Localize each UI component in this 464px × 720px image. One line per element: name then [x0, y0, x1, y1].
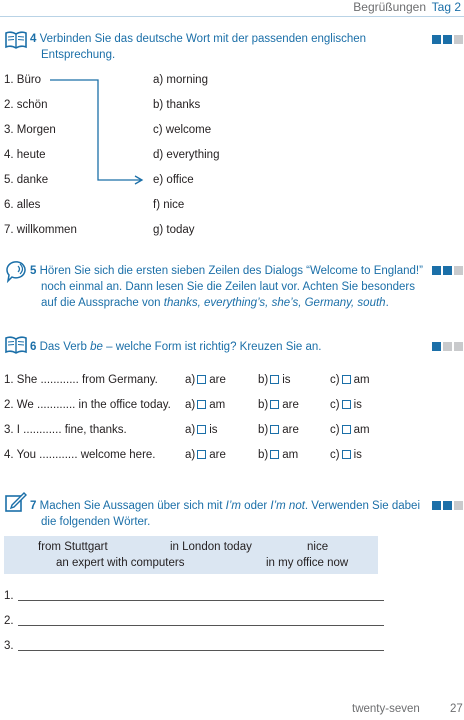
task5-line2: noch einmal an. Dann lesen Sie die Zeilen laut vor. Achten Sie besonders — [41, 281, 415, 293]
word-bank-item: nice — [307, 541, 329, 553]
option-letter: a) — [185, 449, 196, 461]
task6-sentence-1: 1. She ............ from Germany. — [4, 374, 158, 386]
task4-left-6: 6. alles — [4, 199, 41, 211]
option-text: am — [209, 399, 226, 411]
difficulty-square — [432, 342, 441, 351]
answer-checkbox[interactable] — [197, 450, 206, 459]
task7-l1-mid: oder — [240, 500, 271, 512]
task6-sentence-2: 2. We ............ in the office today. — [4, 399, 171, 411]
task7-line2: die folgenden Wörter. — [41, 516, 151, 528]
pencil-icon — [4, 490, 28, 519]
task6-option-a — [185, 373, 226, 387]
task6-option-c — [330, 423, 370, 437]
word-bank-item: in my office now — [266, 557, 349, 569]
option-text: are — [282, 399, 299, 411]
word-bank-item: in London today — [170, 541, 252, 553]
task6-sentence-4: 4. You ............ welcome here. — [4, 449, 156, 461]
option-text: is — [282, 374, 291, 386]
answer-line-2[interactable] — [18, 625, 384, 626]
task5-line1: Hören Sie sich die ersten sieben Zeilen des Dialogs “Welcome to England!” — [39, 265, 423, 277]
task5-line3-pre: auf die Aussprache von — [41, 297, 164, 309]
book-icon — [4, 335, 28, 360]
task5-number: 5 — [30, 265, 37, 277]
task4-left-3: 3. Morgen — [4, 124, 56, 136]
difficulty-square — [454, 342, 463, 351]
task4-left-4: 4. heute — [4, 149, 46, 161]
difficulty-square — [443, 501, 452, 510]
option-text: are — [282, 424, 299, 436]
task6-verb: be — [90, 341, 103, 353]
task6-option-b — [258, 398, 299, 412]
option-text: is — [353, 449, 362, 461]
task7-number: 7 — [30, 500, 37, 512]
word-bank-item: from Stuttgart — [38, 541, 108, 553]
option-letter: b) — [258, 449, 269, 461]
answer-line-number: 2. — [4, 615, 14, 627]
option-text: are — [209, 374, 226, 386]
task6-instruction — [30, 339, 322, 355]
task7-im: I’m — [225, 500, 241, 512]
task4-line2: Entsprechung. — [41, 49, 116, 61]
task4-left-2: 2. schön — [4, 99, 48, 111]
task5-line3-words: thanks, everything’s, she’s, Germany, south — [163, 297, 386, 309]
option-text: am — [353, 424, 370, 436]
difficulty-square — [432, 501, 441, 510]
difficulty-square — [454, 501, 463, 510]
task4-right-g: g) today — [153, 224, 195, 236]
task6-number: 6 — [30, 341, 37, 353]
task6-option-c — [330, 398, 362, 412]
option-text: is — [209, 424, 218, 436]
option-letter: a) — [185, 424, 196, 436]
option-text: am — [353, 374, 370, 386]
answer-checkbox[interactable] — [270, 400, 279, 409]
task6-option-c — [330, 373, 370, 387]
option-text: am — [282, 449, 299, 461]
option-letter: c) — [330, 399, 340, 411]
answer-line-1[interactable] — [18, 600, 384, 601]
task6-sentence-3: 3. I ............ fine, thanks. — [4, 424, 127, 436]
task4-left-7: 7. willkommen — [4, 224, 77, 236]
task4-right-b: b) thanks — [153, 99, 201, 111]
task4-right-f: f) nice — [153, 199, 185, 211]
task5-line3 — [30, 295, 423, 311]
option-text: is — [353, 399, 362, 411]
task6-option-b — [258, 373, 291, 387]
option-letter: c) — [330, 424, 340, 436]
answer-checkbox[interactable] — [342, 425, 351, 434]
task4-right-a: a) morning — [153, 74, 208, 86]
answer-checkbox[interactable] — [270, 375, 279, 384]
example-connector-arrow — [0, 0, 160, 195]
task5-line3-post: . — [385, 297, 389, 309]
task6-option-a — [185, 448, 226, 462]
task5-difficulty — [432, 266, 463, 275]
task7-difficulty — [432, 501, 463, 510]
difficulty-square — [454, 35, 463, 44]
option-letter: a) — [185, 374, 196, 386]
answer-line-number: 1. — [4, 590, 14, 602]
answer-checkbox[interactable] — [197, 400, 206, 409]
task4-left-5: 5. danke — [4, 174, 49, 186]
answer-checkbox[interactable] — [342, 375, 351, 384]
task7-l1-post: . Verwenden Sie dabei — [304, 500, 421, 512]
task6-option-a — [185, 423, 218, 437]
task6-option-a — [185, 398, 225, 412]
difficulty-square — [432, 266, 441, 275]
option-letter: c) — [330, 449, 340, 461]
footer-page-word: twenty-seven — [352, 703, 420, 715]
task4-right-c: c) welcome — [153, 124, 212, 136]
option-text: are — [209, 449, 226, 461]
header-section-title: Begrüßungen — [353, 0, 426, 14]
task7-im-not: I’m not — [270, 500, 305, 512]
difficulty-square — [443, 35, 452, 44]
answer-checkbox[interactable] — [342, 450, 351, 459]
header-day-label: Tag 2 — [431, 0, 461, 14]
word-bank-item: an expert with computers — [56, 557, 185, 569]
task7-l1-pre: Machen Sie Aussagen über sich mit — [39, 500, 226, 512]
answer-checkbox[interactable] — [197, 375, 206, 384]
answer-checkbox[interactable] — [342, 400, 351, 409]
task6-option-b — [258, 448, 298, 462]
task6-pre: Das Verb — [39, 341, 91, 353]
answer-checkbox[interactable] — [270, 425, 279, 434]
task4-right-e: e) office — [153, 174, 194, 186]
option-letter: b) — [258, 399, 269, 411]
task6-post: – welche Form ist richtig? Kreuzen Sie an. — [102, 341, 322, 353]
difficulty-square — [432, 35, 441, 44]
task6-difficulty — [432, 342, 463, 351]
task6-option-b — [258, 423, 299, 437]
answer-checkbox[interactable] — [270, 450, 279, 459]
task7-instruction — [30, 498, 420, 530]
option-letter: c) — [330, 374, 340, 386]
answer-line-3[interactable] — [18, 650, 384, 651]
answer-checkbox[interactable] — [197, 425, 206, 434]
task4-difficulty — [432, 35, 463, 44]
difficulty-square — [443, 266, 452, 275]
difficulty-square — [454, 266, 463, 275]
option-letter: b) — [258, 374, 269, 386]
option-letter: b) — [258, 424, 269, 436]
task5-instruction — [30, 263, 423, 311]
task4-number: 4 — [30, 33, 37, 45]
task4-right-d: d) everything — [153, 149, 220, 161]
task4-left-1: 1. Büro — [4, 74, 42, 86]
answer-line-number: 3. — [4, 640, 14, 652]
task4-line1: Verbinden Sie das deutsche Wort mit der passenden englischen — [39, 33, 367, 45]
difficulty-square — [443, 342, 452, 351]
speech-icon — [4, 261, 28, 288]
task6-option-c — [330, 448, 362, 462]
option-letter: a) — [185, 399, 196, 411]
footer-page-number: 27 — [450, 703, 463, 715]
